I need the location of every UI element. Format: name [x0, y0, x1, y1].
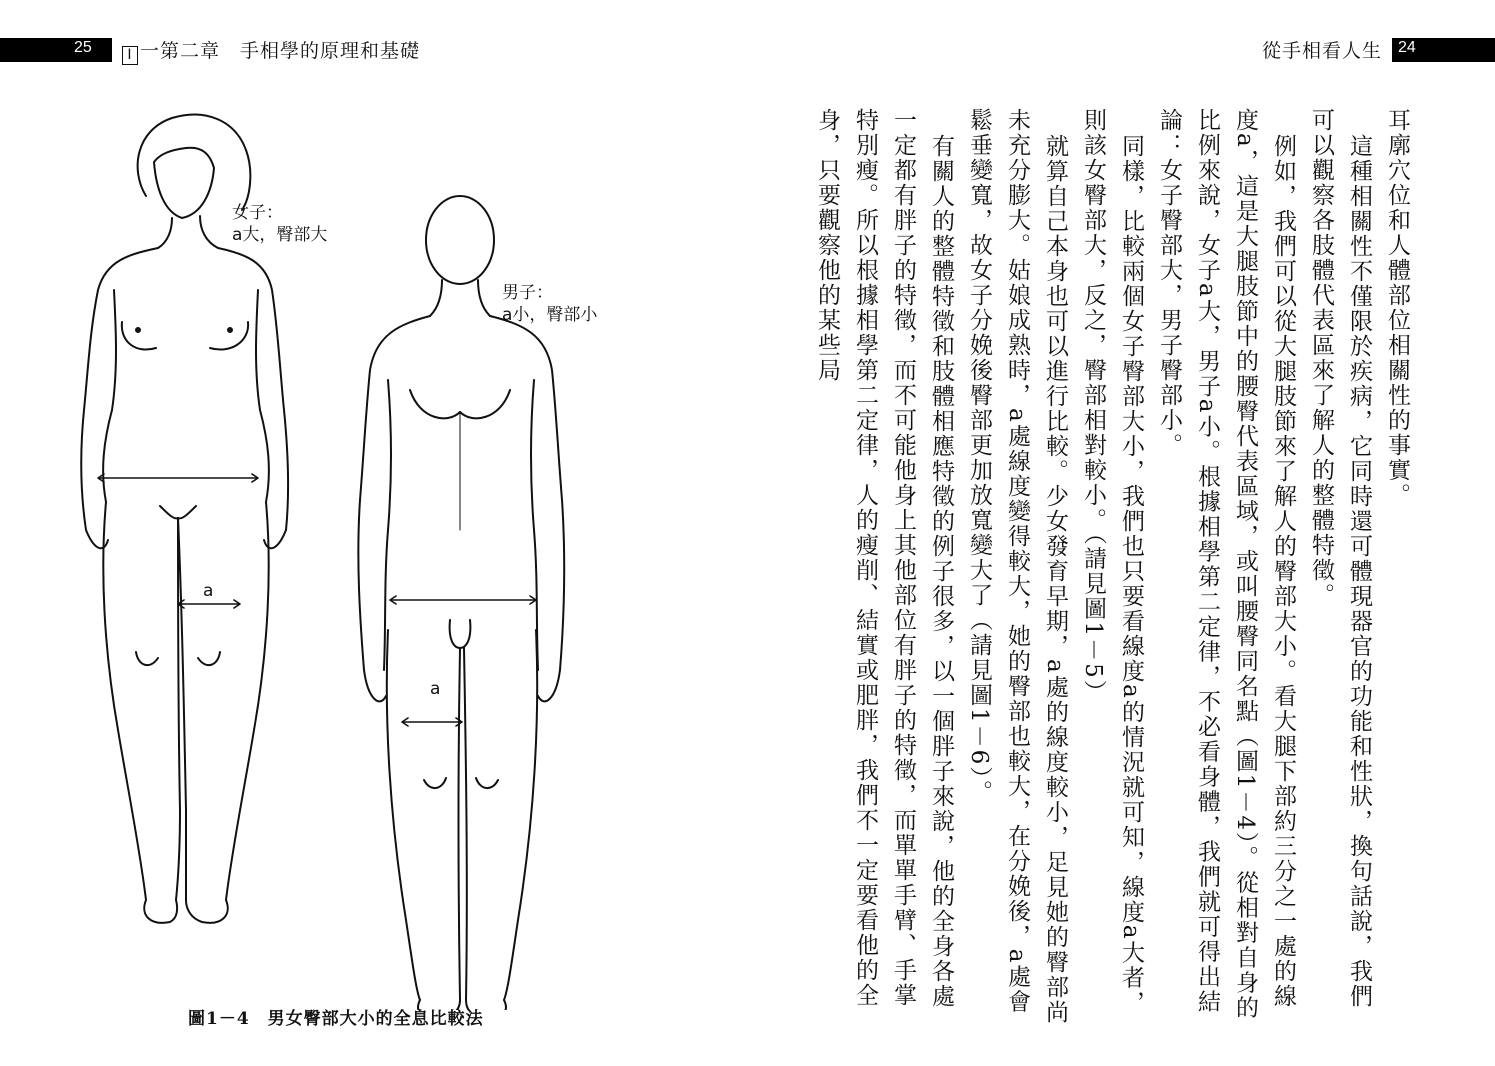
paragraph-6: 有關人的整體特徵和肢體相應特徵的例子很多，以一個胖子來說，他的全身各處一定都有胖子的特徵，而不可能他身上其他部位有胖子的特徵，而單單手臂、手掌特別瘦。所以根據相學第二定律，人的瘦削、結實或肥胖，我們不一定要看他的全身，只要觀察他的某些局: [814, 108, 954, 1010]
female-label-line2: a大，臀部大: [232, 225, 328, 245]
female-label: [232, 202, 327, 246]
left-page-number: 25: [74, 39, 92, 56]
paragraph-3: 例如，我們可以從大腿肢節來了解人的臀部大小。看大腿下部約三分之一處的線度a，這是大腿肢節中的腰臀代表區域，或叫腰臀同名點（圖1－4）。從相對自身的比例來說，女子a大，男子a小。根據相學第二定律，不必看身體，我們就可得出結論：女子臀部大，男子臀部小。: [1156, 108, 1296, 1021]
female-label-line1: 女子：: [232, 203, 283, 223]
paragraph-1: 耳廓穴位和人體部位相關性的事實。: [1384, 108, 1410, 508]
figure-caption: 圖1－4 男女臀部大小的全息比較法: [188, 1009, 484, 1029]
paragraph-4: 同樣，比較兩個女子臀部大小，我們也只要看線度a的情況就可知，線度a大者，則該女臀部大，反之，臀部相對較小。（請見圖1－5）: [1080, 108, 1144, 1016]
male-thigh-marker: a: [430, 679, 441, 699]
chapter-marker-box: I: [122, 46, 138, 65]
figure-drawing: [60, 110, 660, 1010]
right-page-number: 24: [1398, 39, 1416, 56]
paragraph-5: 就算自己本身也可以進行比較。少女發育早期，a處的線度較小，足見她的臀部尚未充分膨大。姑娘成熟時，a處線度變得較大，她的臀部也較大，在分娩後，a處會鬆垂變寬，故女子分娩後臀部更加放寬變大了（請見圖1－6）。: [966, 108, 1068, 1026]
female-thigh-marker: a: [203, 581, 214, 601]
male-label-line2: a小，臀部小: [502, 305, 598, 325]
left-running-header: [122, 36, 420, 65]
left-page-number-band: [0, 38, 112, 62]
vertical-body-text: [814, 108, 1416, 1028]
male-label: [502, 282, 597, 326]
male-label-line1: 男子：: [502, 283, 553, 303]
paragraph-2: 這種相關性不僅限於疾病，它同時還可體現器官的功能和性狀，換句話說，我們可以觀察各肢體代表區來了解人的整體特徵。: [1308, 108, 1372, 1010]
body-proportion-figure: [60, 110, 660, 1010]
left-chapter-title: 一第二章 手相學的原理和基礎: [140, 40, 421, 62]
right-running-header: 從手相看人生: [1262, 40, 1383, 62]
